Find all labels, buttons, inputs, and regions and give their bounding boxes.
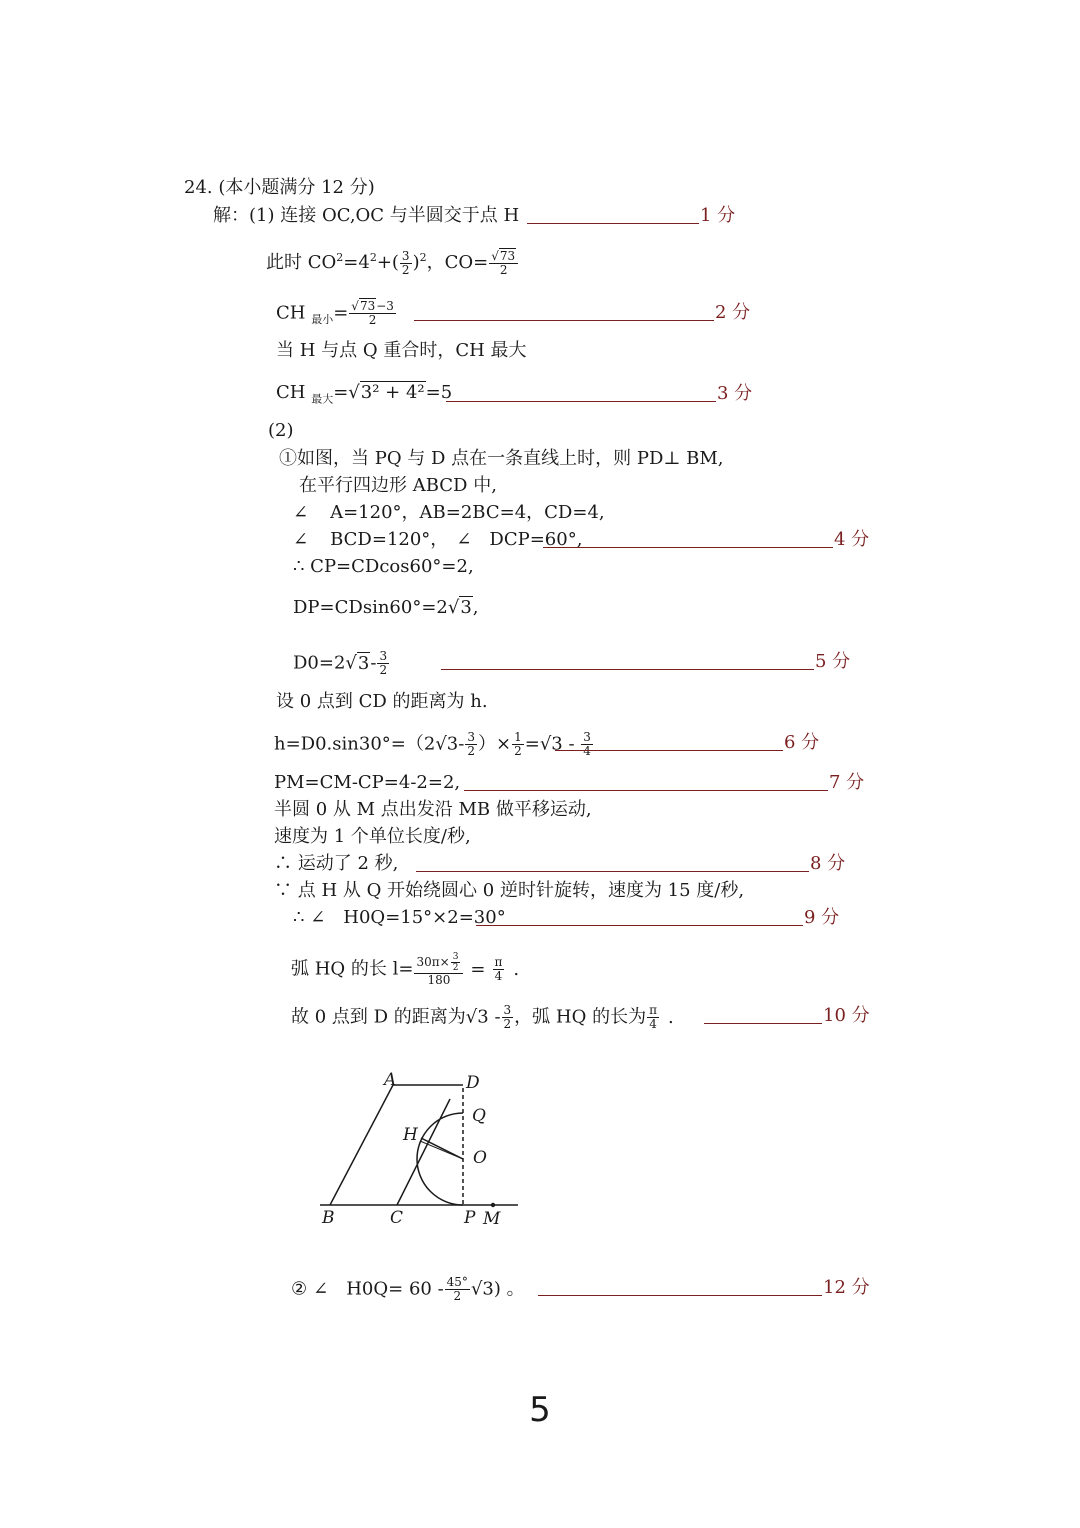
sqrt-c17: √ <box>465 1006 478 1028</box>
angle-symbol-4: ∠ <box>310 907 326 928</box>
c9a-text: h=D0.sin30°=（2 <box>274 733 436 755</box>
sup-a: 2 <box>336 251 344 264</box>
angle-symbol-5: ∠ <box>313 1278 329 1300</box>
score-rule-2 <box>414 320 714 321</box>
frac-pi-4: $\frac{\pi}{4}$ <box>494 955 503 983</box>
label-b: B <box>322 1208 335 1228</box>
score-2: 2 分 <box>715 302 751 323</box>
frac-c9-a: $\frac{3}{2}$ <box>467 730 475 758</box>
score-rule-6 <box>555 750 783 751</box>
c17a-text: 故 0 点到 D 的距离为 <box>291 1006 466 1028</box>
score-12: 12 分 <box>823 1277 870 1298</box>
c2-line: 在平行四边形 ABCD 中, <box>299 475 497 496</box>
score-rule-9 <box>476 925 803 926</box>
c8-line: 设 0 点到 CD 的距离为 h. <box>276 691 488 712</box>
score-rule-1 <box>527 223 699 224</box>
frac-sqrt73-2: $\frac{√73}{2}$ <box>489 250 518 277</box>
ch-min-line <box>276 300 397 332</box>
c15a-text: ∴ <box>293 907 311 928</box>
step1-text: 解：(1) 连接 OC,OC 与半圆交于点 H <box>213 205 520 226</box>
c18-line <box>291 1276 525 1303</box>
c1-line: ①如图，当 PQ 与 D 点在一条直线上时，则 PD⊥ BM, <box>279 448 724 469</box>
c3-line <box>293 501 605 525</box>
label-c: C <box>390 1208 404 1228</box>
frac-arc: 30π× $\frac{3}{2}$ 180 <box>414 952 463 987</box>
c4a-text: BCD=120°， <box>330 529 449 550</box>
label-m: M <box>483 1209 501 1229</box>
score-rule-4 <box>543 547 833 548</box>
sub-max: 最大 <box>311 392 334 406</box>
step2-a: 此时 CO <box>266 252 337 273</box>
semicircle <box>417 1113 463 1205</box>
c7a-text: D0=2 <box>293 652 346 674</box>
score-10: 10 分 <box>823 1005 870 1026</box>
c12-line: 速度为 1 个单位长度/秒, <box>274 826 471 847</box>
c18c-text: 3) 。 <box>482 1278 525 1300</box>
frac-c17-b: $\frac{\pi}{4}$ <box>649 1003 657 1031</box>
c4b-text: DCP=60°, <box>489 529 583 550</box>
c13-line: ∴ 运动了 2 秒, <box>274 853 399 874</box>
score-3: 3 分 <box>717 383 753 404</box>
score-rule-12 <box>538 1295 822 1296</box>
h-q-line: 当 H 与点 Q 重合时，CH 最大 <box>276 340 527 361</box>
line-oc <box>420 1141 463 1159</box>
c6b-text: , <box>472 597 479 618</box>
dot-end: . <box>513 958 520 980</box>
label-o: O <box>473 1148 487 1168</box>
c11-line: 半圆 0 从 M 点出发沿 MB 做平移运动, <box>274 799 592 820</box>
c5-line: ∴ CP=CDcos60°=2, <box>293 556 474 577</box>
c7-line <box>293 650 390 677</box>
sqrt-c6: √ <box>447 597 460 618</box>
c3-text: A=120°，AB=2BC=4，CD=4, <box>330 502 605 523</box>
step2-line <box>266 246 519 277</box>
c17-line <box>291 1004 674 1031</box>
frac-c17-a: $\frac{3}{2}$ <box>503 1003 512 1031</box>
frac-45-2: $\frac{45^\circ}{2}$ <box>446 1275 468 1303</box>
ch-max-line <box>276 381 452 412</box>
score-6: 6 分 <box>784 732 820 753</box>
eq-sign: = <box>333 302 349 324</box>
c7-radicand: 3 <box>357 652 370 674</box>
sub-min: 最小 <box>311 313 334 327</box>
sqrt-c9b: √ <box>539 733 552 755</box>
score-rule-7 <box>464 790 828 791</box>
c7b-text: - <box>370 652 377 674</box>
label-p: P <box>464 1208 476 1228</box>
c9d-text: = <box>524 733 540 755</box>
c6a-text: DP=CDsin60°=2 <box>293 597 448 618</box>
c10-line: PM=CM-CP=4-2=2, <box>274 772 461 793</box>
c18b-text: H0Q= 60 - <box>346 1278 444 1300</box>
c4-line <box>293 528 582 552</box>
sqrt-c7: √ <box>345 652 357 674</box>
sup-c: 2 <box>419 251 427 264</box>
ch-label-2: CH <box>276 382 312 403</box>
c6-radicand: 3 <box>460 597 472 618</box>
step2-d: ) <box>412 252 420 273</box>
c17c-text: ，弧 HQ 的长为 <box>514 1006 647 1028</box>
c16a-text: 弧 HQ 的长 l= <box>291 958 414 980</box>
step2-e: ，CO= <box>426 252 489 273</box>
eq-sign-arc: = <box>470 958 486 980</box>
score-5: 5 分 <box>815 651 851 672</box>
c16-line <box>291 952 519 987</box>
step2-b: =4 <box>343 252 370 273</box>
score-9: 9 分 <box>804 907 840 928</box>
label-a: A <box>384 1070 397 1090</box>
label-d: D <box>466 1073 480 1093</box>
problem-title: 24. (本小题满分 12 分) <box>184 177 375 198</box>
c6-line <box>293 596 479 620</box>
part2-label: (2) <box>268 420 294 441</box>
score-7: 7 分 <box>829 772 865 793</box>
c14-line: ∵ 点 H 从 Q 开始绕圆心 0 逆时针旋转，速度为 15 度/秒, <box>274 880 745 901</box>
sup-b: 2 <box>369 251 377 264</box>
frac-chmin: $\frac{√73-3}{2}$ <box>351 299 394 327</box>
sqrt-sign: √ <box>348 382 360 403</box>
sqrt-c18: √ <box>470 1278 483 1300</box>
label-q: Q <box>472 1106 486 1126</box>
frac-c9-b: $\frac{1}{2}$ <box>514 730 522 758</box>
c9c-text: ）× <box>477 733 512 755</box>
step2-c: +( <box>376 252 399 273</box>
label-h: H <box>403 1125 418 1145</box>
frac-c9-c: $\frac{3}{4}$ <box>583 730 591 758</box>
c9e-text: 3 - <box>551 733 581 755</box>
eq5: =5 <box>425 382 453 403</box>
score-1: 1 分 <box>700 205 736 226</box>
score-8: 8 分 <box>810 853 846 874</box>
sqrt-c9a: √ <box>435 733 447 755</box>
angle-symbol-3: ∠ <box>456 529 472 550</box>
score-rule-8 <box>416 871 809 872</box>
angle-symbol-2: ∠ <box>293 529 309 550</box>
score-rule-10 <box>704 1023 822 1024</box>
c9-line <box>274 731 594 758</box>
score-4: 4 分 <box>834 529 870 550</box>
c15b-text: H0Q=15°×2=30° <box>343 907 506 928</box>
frac-c7: $\frac{3}{2}$ <box>379 649 388 677</box>
score-rule-5 <box>441 669 814 670</box>
eq-sign-2: = <box>333 382 349 403</box>
line-ab <box>330 1085 393 1205</box>
frac-3-2: $\frac{3}{2}$ <box>401 248 410 277</box>
page-number: 5 <box>529 1390 551 1430</box>
chmax-expr: 3² + 4² <box>360 382 425 403</box>
point-m <box>491 1203 495 1207</box>
c9b-text: 3- <box>446 733 465 755</box>
dot-end-2: . <box>667 1006 674 1028</box>
c18a-text: ② <box>291 1278 308 1300</box>
angle-symbol: ∠ <box>293 502 309 523</box>
geometry-figure <box>300 1060 540 1240</box>
line-cd <box>397 1099 450 1205</box>
c15-line <box>293 906 506 930</box>
c17b-text: 3 - <box>477 1006 501 1028</box>
score-rule-3 <box>446 401 716 402</box>
ch-label: CH <box>276 302 312 324</box>
